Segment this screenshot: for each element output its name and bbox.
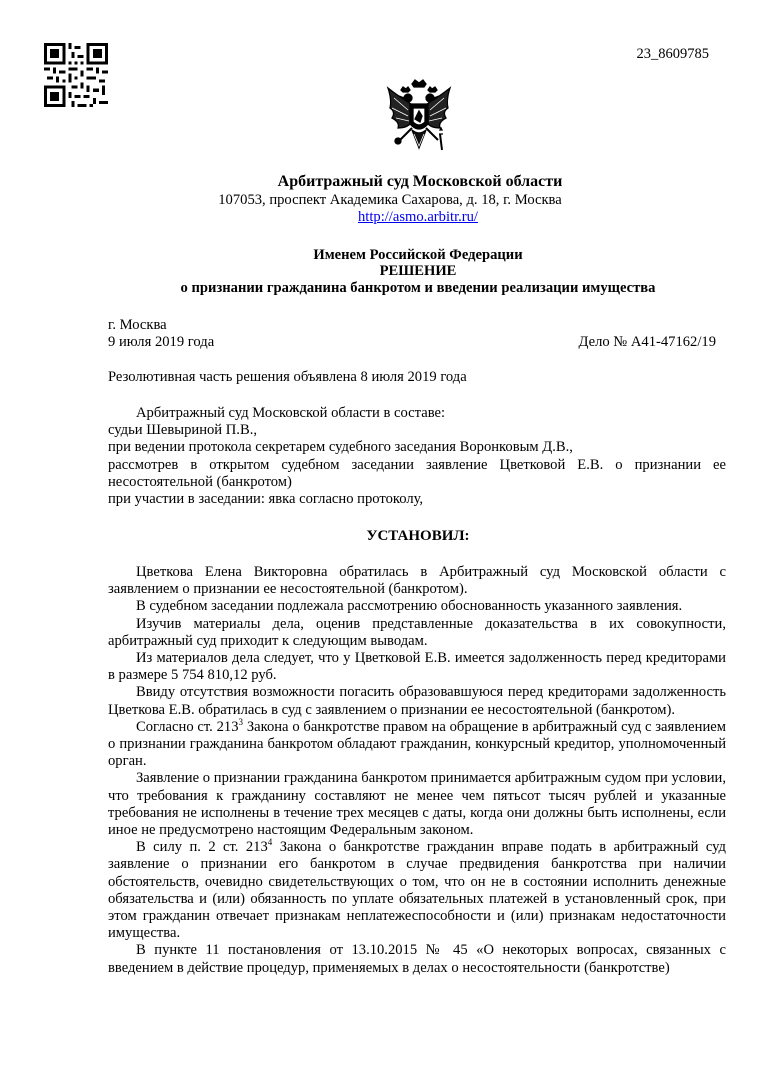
- paragraph: Цветкова Елена Викторовна обратилась в Арбитражный суд Московской области с заявлением о признании ее несостоятельной (банкротом).: [108, 564, 726, 598]
- composition-line: рассмотрев в открытом судебном заседании заявление Цветковой Е.В. о признании ее несостоятельной (банкротом): [108, 456, 726, 490]
- composition-line: при участии в заседании: явка согласно протоколу,: [108, 491, 424, 508]
- paragraph: В пункте 11 постановления от 13.10.2015 № 45 «О некоторых вопросах, связанных с введением в действие процедур, применяемых в делах о несостоятельности (банкротстве): [108, 942, 726, 976]
- decision-date: 9 июля 2019 года: [108, 334, 215, 350]
- heading-federation: Именем Российской Федерации: [313, 247, 523, 263]
- court-url-row: [0, 209, 764, 226]
- paragraph: В судебном заседании подлежала рассмотрению обоснованность указанного заявления.: [136, 598, 683, 615]
- qr-code-icon: [44, 43, 108, 107]
- superscript: 3: [238, 716, 244, 727]
- court-composition: [108, 405, 726, 508]
- russian-coat-of-arms-emblem: [384, 78, 454, 158]
- paragraph: Заявление о признании гражданина банкротом принимается арбитражным судом при условии, что требования к гражданину составляют не менее чем пятьсот тысяч рублей и указанные требования не исполнены в течение трех месяцев с даты, когда они должны быть исполнены, если иное не предусмотрено настоящим Федеральным законом.: [108, 770, 726, 839]
- heading-decision: РЕШЕНИЕ: [379, 263, 457, 279]
- city: г. Москва: [108, 317, 167, 333]
- court-name: Арбитражный суд Московской области: [277, 173, 563, 190]
- composition-line: Арбитражный суд Московской области в составе:: [136, 405, 446, 421]
- section-title: УСТАНОВИЛ:: [366, 528, 470, 544]
- composition-line: судьи Шевыриной П.В.,: [108, 422, 257, 439]
- paragraph: Ввиду отсутствия возможности погасить образовавшуюся перед кредиторами задолженность Цветкова Е.В. обратилась в суд с заявлением о признании ее несостоятельной (банкротом).: [108, 684, 726, 718]
- paragraph: Изучив материалы дела, оценив представленные доказательства в их совокупности, арбитражный суд приходит к следующим выводам.: [108, 615, 726, 649]
- paragraph: Из материалов дела следует, что у Цветковой Е.В. имеется задолженность перед кредиторами в размере 5 754 810,12 руб.: [108, 650, 726, 684]
- paragraph-text: Закона о банкротстве гражданин вправе подать в арбитражный суд заявление о признании его банкротом в случае предвидения банкротства при наличии обстоятельств, очевидно свидетельствующих о том, что он не в состоянии исполнить денежные обязательства и (или) обязанность по уплате обязательных платежей в установленный срок, при этом гражданин отвечает признакам неплатежеспособности и (или) признакам недостаточности имущества.: [108, 839, 726, 942]
- paragraph-text: Согласно ст. 213: [136, 718, 239, 735]
- paragraph-text: Закона о банкротстве правом на обращение в арбитражный суд с заявлением о признании гражданина банкротом обладают гражданин, конкурсный кредитор, уполномоченный орган.: [108, 718, 726, 770]
- paragraph-text: В силу п. 2 ст. 213: [136, 839, 268, 856]
- paragraph: [108, 839, 726, 942]
- document-id: 23_8609785: [636, 46, 709, 62]
- composition-line: при ведении протокола секретарем судебного заседания Воронковым Д.В.,: [108, 439, 573, 456]
- decision-body: [108, 564, 726, 977]
- case-number: Дело № А41-47162/19: [578, 334, 716, 350]
- resolution-note: Резолютивная часть решения объявлена 8 июля 2019 года: [108, 369, 467, 385]
- superscript: 4: [267, 837, 273, 848]
- court-address: 107053, проспект Академика Сахарова, д. 18, г. Москва: [218, 192, 562, 208]
- paragraph: [108, 716, 726, 771]
- heading-subject: о признании гражданина банкротом и введении реализации имущества: [180, 280, 656, 296]
- court-url-link[interactable]: http://asmo.arbitr.ru/: [358, 209, 478, 225]
